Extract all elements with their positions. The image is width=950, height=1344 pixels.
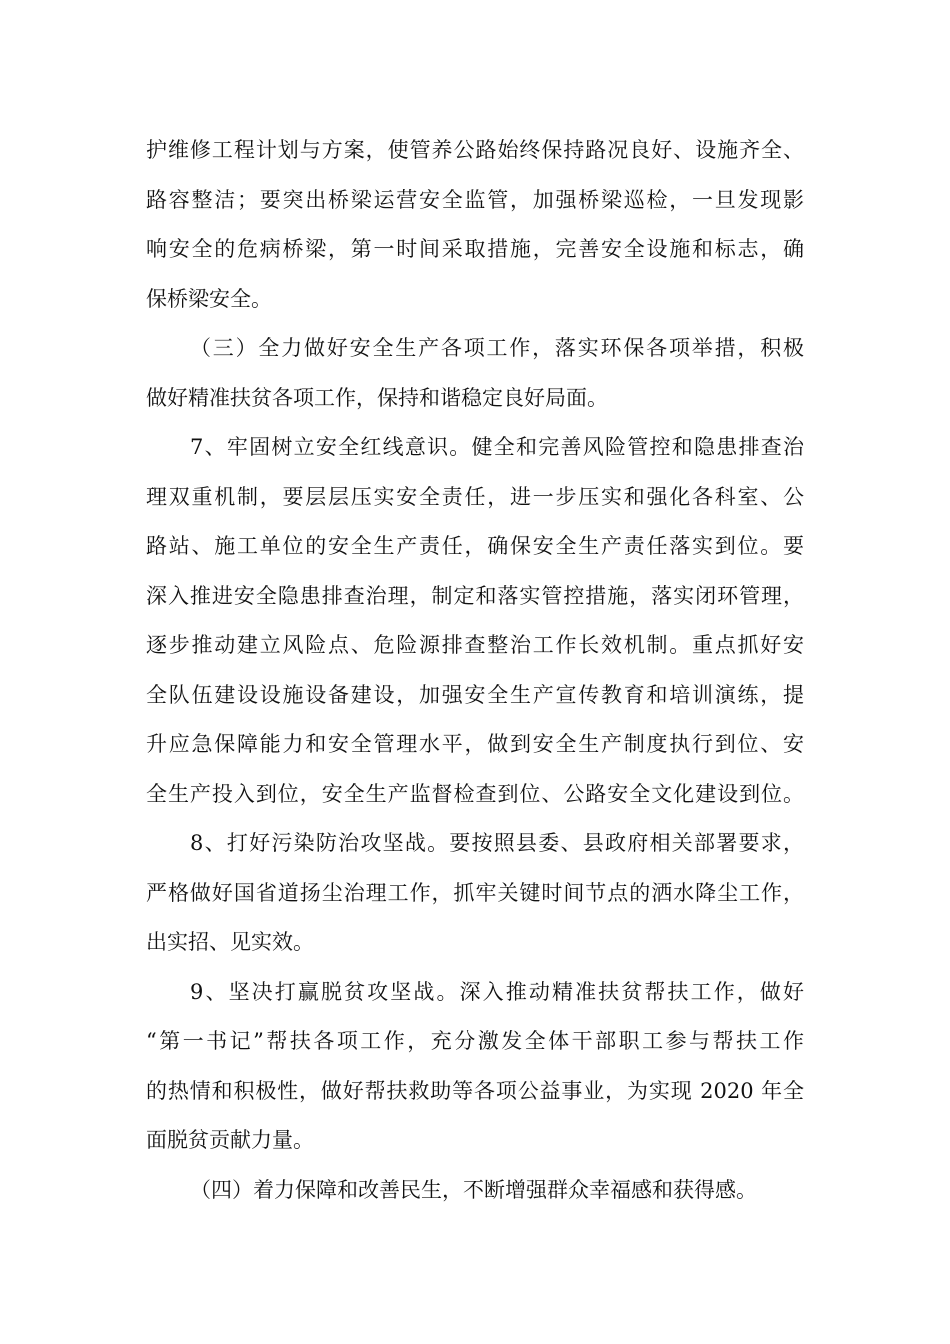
text-line: 全队伍建设设施设备建设，加强安全生产宣传教育和培训演练，提 [146, 682, 804, 707]
item-heading-line: 8、打好污染防治攻坚战。要按照县委、县政府相关部署要求， [190, 831, 804, 855]
text-line: 严格做好国省道扬尘治理工作，抓牢关键时间节点的洒水降尘工作， [146, 880, 804, 905]
text-line: 面脱贫贡献力量。 [146, 1128, 314, 1152]
text-line: 做好精准扶贫各项工作，保持和谐稳定良好局面。 [146, 385, 608, 410]
text-line: 理双重机制，要层层压实安全责任，进一步压实和强化各科室、公 [146, 484, 804, 509]
text-line: 全生产投入到位，安全生产监督检查到位、公路安全文化建设到位。 [146, 781, 804, 806]
text-line: 逐步推动建立风险点、危险源排查整治工作长效机制。重点抓好安 [146, 633, 804, 657]
text-line: 升应急保障能力和安全管理水平，做到安全生产制度执行到位、安 [146, 732, 804, 756]
text-line: 的热情和积极性，做好帮扶救助等各项公益事业，为实现 2020 年全 [146, 1078, 804, 1103]
text-line: 路站、施工单位的安全生产责任，确保安全生产责任落实到位。要 [146, 534, 804, 558]
document-body [146, 126, 804, 1215]
text-line: “第一书记”帮扶各项工作，充分激发全体干部职工参与帮扶工作 [146, 1029, 804, 1053]
item-heading-line: 9、坚决打赢脱贫攻坚战。深入推动精准扶贫帮扶工作，做好 [190, 979, 804, 1004]
text-line: 路容整洁；要突出桥梁运营安全监管，加强桥梁巡检，一旦发现影 [146, 187, 804, 212]
text-line: 护维修工程计划与方案，使管养公路始终保持路况良好、设施齐全、 [146, 138, 804, 162]
section-heading-line: （四）着力保障和改善民生，不断增强群众幸福感和获得感。 [190, 1177, 757, 1202]
text-line: 出实招、见实效。 [146, 930, 314, 954]
item-heading-line: 7、牢固树立安全红线意识。健全和完善风险管控和隐患排查治 [190, 435, 804, 459]
text-line: 深入推进安全隐患排查治理，制定和落实管控措施，落实闭环管理， [146, 583, 804, 608]
text-line: 响安全的危病桥梁，第一时间采取措施，完善安全设施和标志，确 [146, 237, 804, 261]
section-heading-line: （三）全力做好安全生产各项工作，落实环保各项举措，积极 [190, 336, 804, 360]
text-line: 保桥梁安全。 [146, 286, 272, 311]
